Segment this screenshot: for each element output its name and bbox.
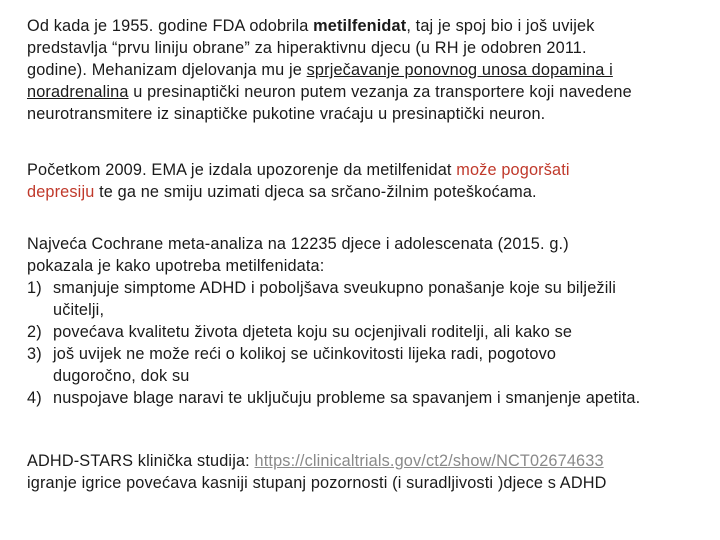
warning-highlight: depresiju bbox=[27, 183, 95, 201]
list-item-continuation: dugoročno, dok su bbox=[53, 367, 190, 385]
underlined-mechanism: sprječavanje ponovnog unosa dopamina i bbox=[306, 61, 613, 79]
list-number: 3) bbox=[27, 345, 42, 363]
list-item bbox=[27, 343, 715, 365]
text-line bbox=[27, 450, 715, 472]
list-item bbox=[27, 321, 715, 343]
text-line: pokazala je kako upotreba metilfenidata: bbox=[27, 257, 325, 275]
text-line: neurotransmitere iz sinaptičke pukotine vraćaju u presinaptički neuron. bbox=[27, 105, 546, 123]
text-line bbox=[27, 59, 715, 81]
bold-term-metilfenidat: metilfenidat bbox=[313, 17, 407, 35]
paragraph-ema-warning bbox=[27, 159, 715, 203]
text-line: predstavlja “prvu liniju obrane” za hiperaktivnu djecu (u RH je odobren 2011. bbox=[27, 39, 587, 57]
text-span: Početkom 2009. EMA je izdala upozorenje da metilfenidat bbox=[27, 161, 457, 179]
text-line bbox=[27, 159, 715, 181]
text-line bbox=[27, 81, 715, 103]
text-span: ADHD-STARS klinička studija: bbox=[27, 452, 255, 470]
list-item-text: povećava kvalitetu života djeteta koju su ocjenjivali roditelji, ali kako se bbox=[53, 323, 573, 341]
paragraph-fda-history bbox=[27, 15, 715, 125]
text-span: , taj je spoj bio i još uvijek bbox=[406, 17, 595, 35]
paragraph-adhd-stars bbox=[27, 450, 715, 494]
paragraph-cochrane bbox=[27, 233, 715, 409]
list-item-text: nuspojave blage naravi te uključuju probleme sa spavanjem i smanjenje apetita. bbox=[53, 389, 641, 407]
list-item-continuation: učitelji, bbox=[53, 301, 105, 319]
list-item-text: još uvijek ne može reći o kolikoj se učinkovitosti lijeka radi, pogotovo bbox=[53, 345, 557, 363]
text-line: igranje igrice povećava kasniji stupanj pozornosti (i suradljivosti )djece s ADHD bbox=[27, 474, 607, 492]
list-item-text: smanjuje simptome ADHD i poboljšava sveukupno ponašanje koje su bilježili bbox=[53, 279, 616, 297]
text-span: Od kada je 1955. godine FDA odobrila bbox=[27, 17, 314, 35]
underlined-mechanism: noradrenalina bbox=[27, 83, 129, 101]
text-span: te ga ne smiju uzimati djeca sa srčano-žilnim poteškoćama. bbox=[94, 183, 537, 201]
list-number: 4) bbox=[27, 389, 42, 407]
text-line: Najveća Cochrane meta-analiza na 12235 djece i adolescenata (2015. g.) bbox=[27, 235, 569, 253]
text-line bbox=[27, 181, 715, 203]
list-number: 1) bbox=[27, 279, 42, 297]
clinical-trial-link[interactable]: https://clinicaltrials.gov/ct2/show/NCT02674633 bbox=[254, 452, 604, 470]
list-number: 2) bbox=[27, 323, 42, 341]
text-span: u presinaptički neuron putem vezanja za transportere koji navedene bbox=[128, 83, 632, 101]
list-item bbox=[27, 387, 715, 409]
warning-highlight: može pogoršati bbox=[456, 161, 570, 179]
list-item bbox=[27, 277, 715, 299]
text-line bbox=[27, 15, 715, 37]
text-span: godine). Mehanizam djelovanja mu je bbox=[27, 61, 307, 79]
